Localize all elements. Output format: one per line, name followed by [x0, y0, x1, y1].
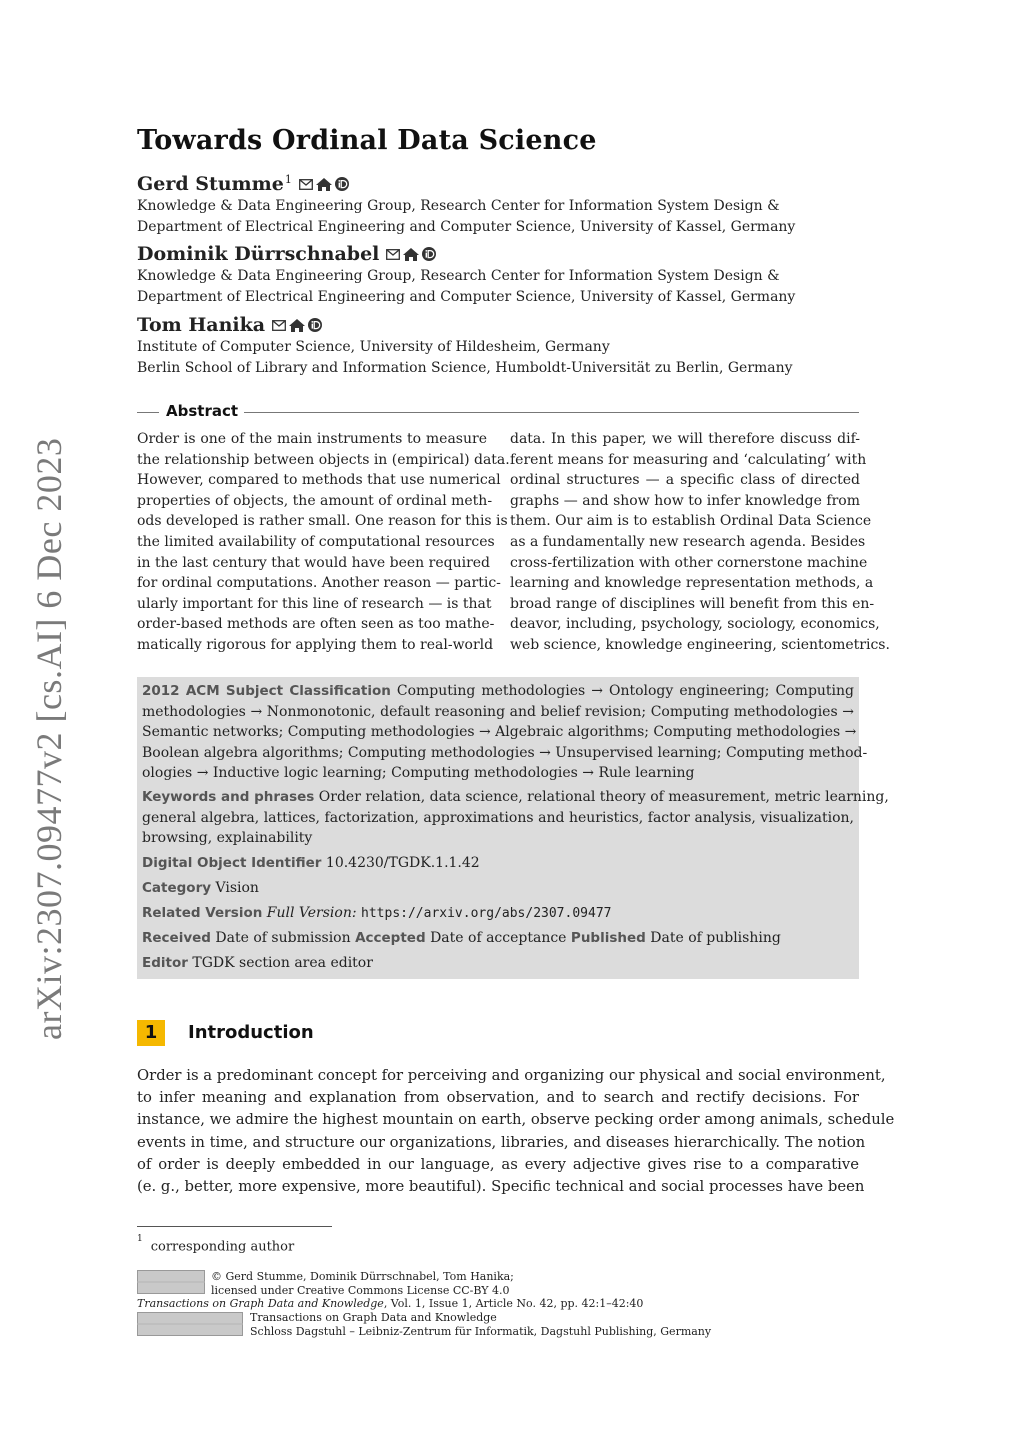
- doi-label: Digital Object Identifier: [142, 855, 322, 871]
- introduction-paragraph: Order is a predominant concept for perceiving and organizing our physical and social environment, to infer meaning and explanation from observation, and to search and rectify decisions. For instance, we admire the highest mountain on earth, observe pecking order among animals, schedule events in time, and structure our organizations, libraries, and diseases hierarchically. The notion of order is deeply embedded in our language, as every adjective gives rise to a comparative (e. g., better, more expensive, more beautiful). Specific technical and social processes have been: [137, 1067, 895, 1195]
- category-label: Category: [142, 880, 212, 896]
- author-name: Gerd Stumme: [137, 173, 284, 195]
- section-number: 1: [137, 1020, 165, 1046]
- orcid-icon[interactable]: [335, 177, 349, 191]
- section-title: Introduction: [188, 1022, 314, 1043]
- acm-classification: 2012 ACM Subject Classification Computing methodologies → Ontology engineering; Computing methodologies → Nonmonotonic, default reasoning and belief revision; Computing methodologies → Semantic networks; Computing methodologies → Algebraic algorithms; Computing methodologies → Boolean algebra algorithms; Computing methodologies → Unsupervised learning; Computing method- ologies → Inductive logic learning; Computing methodologies → Rule learning: [142, 683, 868, 782]
- email-icon[interactable]: [386, 249, 400, 260]
- home-icon[interactable]: [289, 319, 305, 332]
- editor-label: Editor: [142, 955, 188, 971]
- keywords-label: Keywords and phrases: [142, 789, 315, 805]
- author-footnote-mark: 1: [284, 172, 292, 186]
- category-row: Category Vision: [142, 880, 259, 896]
- author-affiliation: Knowledge & Data Engineering Group, Research Center for Information System Design & Department of Electrical Engineering and Computer Science, University of Kassel, Germany: [137, 198, 796, 235]
- author-block: [137, 172, 795, 237]
- orcid-icon[interactable]: [422, 247, 436, 261]
- divider: [137, 412, 159, 413]
- home-icon[interactable]: [403, 248, 419, 261]
- abstract-heading: [137, 402, 859, 422]
- publisher-notice: Transactions on Graph Data and Knowledge Schloss Dagstuhl – Leibniz-Zentrum für Informatik, Dagstuhl Publishing, Germany: [250, 1311, 712, 1338]
- acm-classification-label: 2012 ACM Subject Classification: [142, 683, 391, 699]
- license-notice: © Gerd Stumme, Dominik Dürrschnabel, Tom Hanika; licensed under Creative Commons License CC-BY 4.0: [211, 1270, 514, 1297]
- keywords: Keywords and phrases Order relation, data science, relational theory of measurement, metric learning, general algebra, lattices, factorization, approximations and heuristics, factor analysis, visualization, browsing, explainability: [142, 789, 889, 847]
- author-block: [137, 313, 793, 378]
- email-icon[interactable]: [272, 320, 286, 331]
- author-block: [137, 242, 795, 307]
- arxiv-identifier-stamp: arXiv:2307.09477v2 [cs.AI] 6 Dec 2023: [29, 437, 69, 1040]
- related-version-label: Related Version: [142, 905, 263, 921]
- footnote-divider: [137, 1226, 332, 1227]
- abstract-right-column: data. In this paper, we will therefore discuss dif- ferent means for measuring and ‘calculating’ with ordinal structures — a specific class of directed graphs — and show how to infer knowledge from them. Our aim is to establish Ordinal Data Science as a fundamentally new research agenda. Besides cross-fertilization with other cornerstone machine learning and knowledge representation methods, a broad range of disciplines will benefit from this en- deavor, including, psychology, sociology, economics, web science, knowledge engineering, scientometrics.: [510, 431, 890, 653]
- doi-row: [142, 853, 854, 874]
- abstract-left-column: Order is one of the main instruments to measure the relationship between objects in (empirical) data. However, compared to methods that use numerical properties of objects, the amount of ordinal meth- ods developed is rather small. One reason for this is the limited availability of computational resources in the last century that would have been required for ordinal computations. Another reason — partic- ularly important for this line of research — is that order-based methods are often seen as too mathe- matically rigorous for applying them to real-world: [137, 431, 510, 653]
- footnote: $^1$corresponding author: [137, 1234, 295, 1255]
- home-icon[interactable]: [316, 178, 332, 191]
- orcid-icon[interactable]: [308, 318, 322, 332]
- journal-citation: Transactions on Graph Data and Knowledge, Vol. 1, Issue 1, Article No. 42, pp. 42:1–42:40: [137, 1297, 644, 1310]
- divider: [244, 412, 859, 413]
- related-version-link[interactable]: https://arxiv.org/abs/2307.09477: [361, 906, 612, 921]
- author-name: Dominik Dürrschnabel: [137, 243, 380, 265]
- editor-row: Editor TGDK section area editor: [142, 955, 373, 971]
- abstract-title: Abstract: [166, 402, 239, 420]
- author-affiliation: Knowledge & Data Engineering Group, Research Center for Information System Design & Department of Electrical Engineering and Computer Science, University of Kassel, Germany: [137, 268, 796, 305]
- dagstuhl-publishing-logo: [137, 1312, 243, 1336]
- dates-row: Received Date of submission Accepted Date of acceptance Published Date of publishing: [142, 930, 781, 946]
- related-version-row: Related Version Full Version: https://arxiv.org/abs/2307.09477: [142, 905, 612, 921]
- email-icon[interactable]: [299, 179, 313, 190]
- cc-by-license-logo: [137, 1270, 205, 1294]
- paper-title: Towards Ordinal Data Science: [137, 125, 597, 156]
- metadata-box: [137, 677, 889, 979]
- doi-value[interactable]: 10.4230/TGDK.1.1.42: [325, 855, 480, 871]
- author-name: Tom Hanika: [137, 314, 266, 336]
- author-affiliation: Institute of Computer Science, University of Hildesheim, Germany Berlin School of Library and Information Science, Humboldt-Universität zu Berlin, Germany: [137, 339, 793, 376]
